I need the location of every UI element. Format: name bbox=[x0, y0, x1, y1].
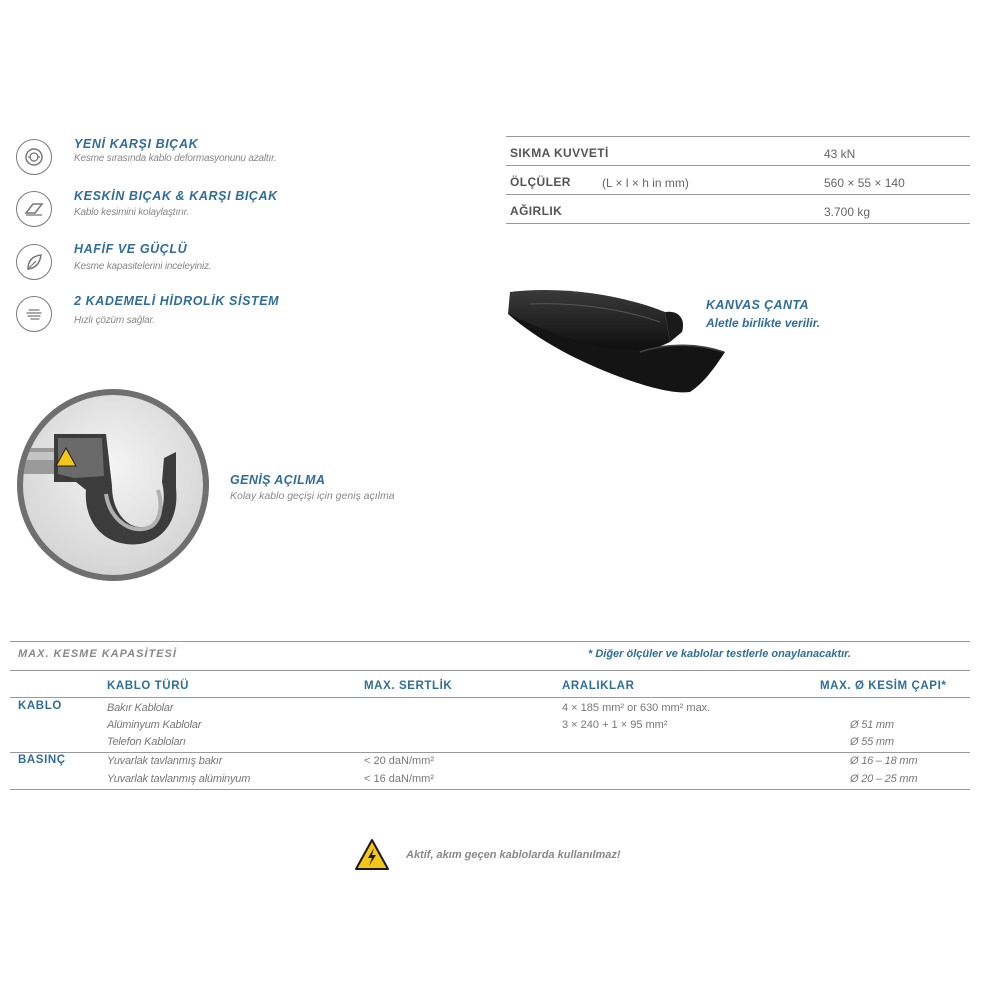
opening-desc: Kolay kablo geçişi için geniş açılma bbox=[230, 490, 395, 502]
capacity-title: MAX. KESME KAPASİTESİ bbox=[18, 648, 177, 660]
group-rule bbox=[10, 752, 970, 753]
capacity-header-rule bbox=[10, 670, 970, 671]
feature-title: 2 KADEMELİ HİDROLİK SİSTEM bbox=[74, 294, 280, 308]
row-type: Telefon Kabloları bbox=[107, 736, 186, 748]
row-diameter: Ø 16 – 18 mm bbox=[850, 755, 918, 767]
row-range: 4 × 185 mm² or 630 mm² max. bbox=[562, 702, 711, 714]
row-range: 3 × 240 + 1 × 95 mm² bbox=[562, 719, 668, 731]
feature-title: HAFİF VE GÜÇLÜ bbox=[74, 242, 188, 256]
group-pressure: BASINÇ bbox=[18, 754, 66, 766]
feature-desc: Hızlı çözüm sağlar. bbox=[74, 315, 155, 326]
spec-row-dimensions bbox=[506, 165, 970, 194]
spec-value: 560 × 55 × 140 bbox=[824, 176, 905, 190]
capacity-bottom-rule bbox=[10, 789, 970, 790]
hydraulic-lines-icon bbox=[16, 296, 52, 332]
row-diameter: Ø 55 mm bbox=[850, 736, 894, 748]
opening-title: GENİŞ AÇILMA bbox=[230, 473, 326, 487]
row-type: Bakır Kablolar bbox=[107, 702, 174, 714]
spec-value: 3.700 kg bbox=[824, 205, 871, 219]
row-diameter: Ø 20 – 25 mm bbox=[850, 773, 918, 785]
header-max-diameter: MAX. Ø KESİM ÇAPI* bbox=[820, 680, 947, 692]
blade-circle-icon bbox=[16, 139, 52, 175]
row-diameter: Ø 51 mm bbox=[850, 719, 894, 731]
spec-label: ÖLÇÜLER bbox=[510, 175, 571, 189]
feature-desc: Kesme kapasitelerini inceleyiniz. bbox=[74, 261, 212, 272]
warning-text: Aktif, akım geçen kablolarda kullanılmaz! bbox=[406, 849, 621, 861]
header-cable-type: KABLO TÜRÜ bbox=[107, 680, 190, 692]
sharp-blade-icon bbox=[16, 191, 52, 227]
header-ranges: ARALIKLAR bbox=[562, 680, 635, 692]
bag-title: KANVAS ÇANTA bbox=[706, 298, 809, 312]
spec-value: 43 kN bbox=[824, 147, 856, 161]
leaf-icon bbox=[16, 244, 52, 280]
feature-title: YENİ KARŞI BIÇAK bbox=[74, 137, 199, 151]
feature-desc: Kesme sırasında kablo deformasyonunu azaltır. bbox=[74, 153, 277, 164]
bag-desc: Aletle birlikte verilir. bbox=[706, 316, 821, 330]
feature-sharp-blade bbox=[16, 189, 346, 233]
header-max-hardness: MAX. SERTLİK bbox=[364, 680, 453, 692]
feature-new-counter-blade bbox=[16, 137, 346, 181]
row-hardness: < 16 daN/mm² bbox=[364, 773, 434, 785]
spec-row-force bbox=[506, 136, 970, 165]
spec-label: SIKMA KUVVETİ bbox=[510, 146, 609, 160]
row-hardness: < 20 daN/mm² bbox=[364, 755, 434, 767]
feature-title: KESKİN BIÇAK & KARŞI BIÇAK bbox=[74, 189, 278, 203]
feature-hydraulic-system bbox=[16, 294, 346, 338]
feature-desc: Kablo kesimini kolaylaştırır. bbox=[74, 207, 189, 218]
spec-label: AĞIRLIK bbox=[510, 204, 563, 218]
header-bottom-rule bbox=[10, 697, 970, 698]
spec-table bbox=[506, 136, 970, 224]
feature-light-strong bbox=[16, 242, 346, 286]
spec-row-weight bbox=[506, 194, 970, 224]
row-type: Yuvarlak tavlanmış alüminyum bbox=[107, 773, 251, 785]
high-voltage-warning-icon bbox=[354, 838, 390, 872]
capacity-note: * Diğer ölçüler ve kablolar testlerle onaylanacaktır. bbox=[588, 648, 851, 660]
capacity-top-rule bbox=[10, 641, 970, 642]
row-type: Alüminyum Kablolar bbox=[107, 719, 202, 731]
spec-note: (L × l × h in mm) bbox=[602, 176, 689, 190]
canvas-bag-image bbox=[500, 282, 730, 400]
wide-opening-image bbox=[14, 386, 212, 584]
row-type: Yuvarlak tavlanmış bakır bbox=[107, 755, 223, 767]
group-cable: KABLO bbox=[18, 700, 62, 712]
